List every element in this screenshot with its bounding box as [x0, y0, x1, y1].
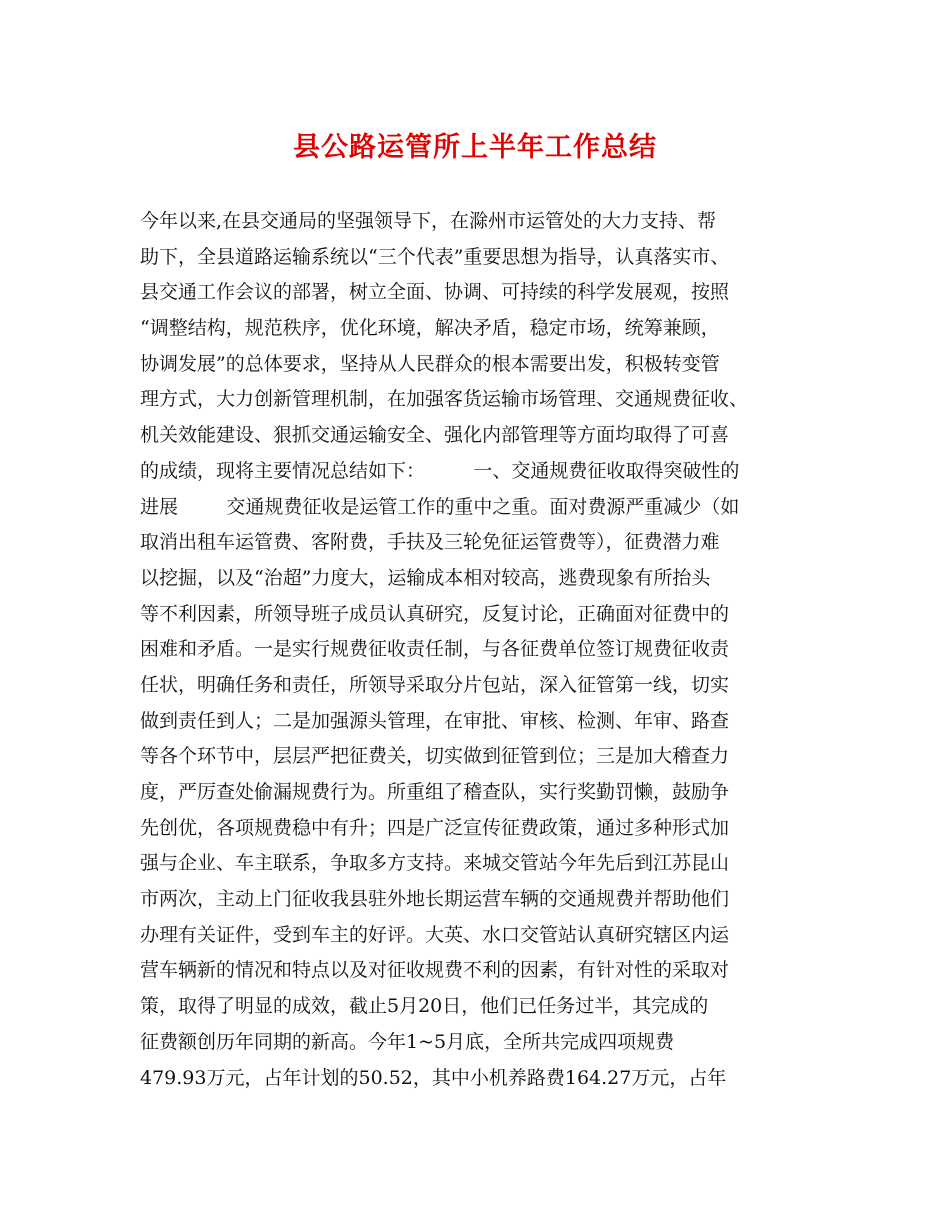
body-line: 等不利因素，所领导班子成员认真研究，反复讨论，正确面对征费中的 [140, 602, 730, 625]
body-line: 征费额创历年同期的新高。今年1~5月底，全所共完成四项规费 [140, 1030, 675, 1053]
body-line: 度，严厉查处偷漏规费行为。所重组了稽查队，实行奖勤罚懒，鼓励争 [140, 781, 730, 803]
body-line: 机关效能建设、狠抓交通运输安全、强化内部管理等方面均取得了可喜 [140, 424, 730, 447]
body-line: 479.93万元，占年计划的50.52，其中小机养路费164.27万元，占年 [140, 1066, 727, 1089]
body-line: 强与企业、车主联系，争取多方支持。来城交管站今年先后到江苏昆山 [140, 852, 730, 875]
body-line: 助下，全县道路运输系统以“三个代表”重要思想为指导，认真落实市、 [140, 245, 730, 268]
body-line: 理方式，大力创新管理机制，在加强客货运输市场管理、交通规费征收、 [140, 388, 749, 411]
body-line: 进展 交通规费征收是运管工作的重中之重。面对费源严重减少（如 [140, 495, 740, 518]
body-line: “调整结构，规范秩序，优化环境，解决矛盾，稳定市场，统筹兼顾， [140, 317, 720, 340]
document-body [140, 204, 820, 1096]
body-line: 协调发展”的总体要求，坚持从人民群众的根本需要出发，积极转变管 [140, 352, 720, 375]
body-line: 市两次，主动上门征收我县驻外地长期运营车辆的交通规费并帮助他们 [140, 888, 730, 911]
body-line: 等各个环节中，层层严把征费关，切实做到征管到位；三是加大稽查力 [140, 745, 730, 768]
body-line: 策，取得了明显的成效，截止5月20日，他们已任务过半，其完成的 [140, 995, 709, 1018]
body-line: 取消出租车运管费、客附费，手扶及三轮免征运管费等），征费潜力难 [140, 531, 720, 554]
body-line: 办理有关证件，受到车主的好评。大英、水口交管站认真研究辖区内运 [140, 923, 730, 946]
body-line: 县交通工作会议的部署，树立全面、协调、可持续的科学发展观，按照 [140, 281, 730, 304]
body-line: 营车辆新的情况和特点以及对征收规费不利的因素，有针对性的采取对 [140, 959, 730, 982]
body-line: 困难和矛盾。一是实行规费征收责任制，与各征费单位签订规费征收责 [140, 638, 730, 661]
body-line: 今年以来,在县交通局的坚强领导下，在滁州市运管处的大力支持、帮 [140, 210, 717, 232]
body-line: 任状，明确任务和责任，所领导采取分片包站，深入征管第一线，切实 [140, 673, 730, 696]
body-line: 以挖掘，以及“治超”力度大，运输成本相对较高，逃费现象有所抬头 [140, 566, 711, 589]
body-line: 的成绩，现将主要情况总结如下： 一、交通规费征收取得突破性的 [140, 459, 740, 482]
body-line: 做到责任到人；二是加强源头管理，在审批、审核、检测、年审、路查 [140, 709, 730, 732]
body-line: 先创优，各项规费稳中有升；四是广泛宣传征费政策，通过多种形式加 [140, 816, 730, 839]
document-title: 县公路运管所上半年工作总结 [293, 132, 657, 163]
